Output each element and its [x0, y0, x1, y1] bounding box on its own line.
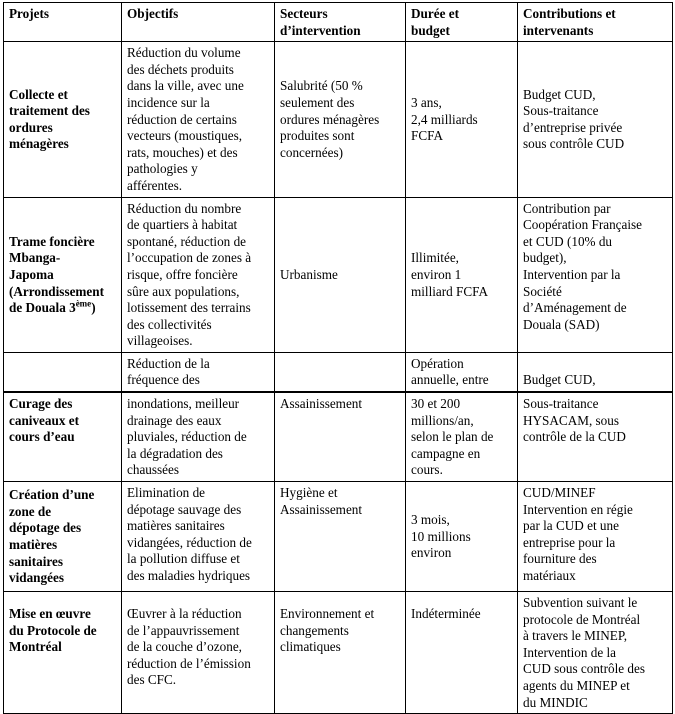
- cell-line: de quartiers à habitat: [127, 217, 238, 233]
- cell-line: caniveaux et: [9, 412, 79, 428]
- cell-line: Contribution par: [523, 200, 611, 216]
- cell-line: des maladies hydriques: [127, 568, 251, 583]
- cell-line: villageoises.: [127, 333, 193, 349]
- header-objectifs: Objectifs: [122, 3, 275, 42]
- cell-line: ordures: [9, 119, 53, 135]
- cell-line: de l’appauvrissement: [127, 622, 240, 638]
- cell-line: Montréal: [9, 639, 62, 655]
- cell-line: contrôle de la CUD: [523, 429, 626, 445]
- duree-cell: [406, 352, 518, 392]
- cell-line: Réduction de la: [127, 355, 210, 371]
- cell-line: par la CUD et une: [523, 518, 619, 534]
- header-projets: Projets: [4, 3, 122, 42]
- cell-line: dans la ville, avec une: [127, 78, 244, 94]
- cell-line: ménagères: [9, 136, 69, 152]
- cell-line: Assainissement: [280, 396, 363, 412]
- table-row: [4, 42, 673, 197]
- cell-line: Illimitée,: [411, 250, 459, 266]
- duree-cell: [406, 392, 518, 481]
- cell-line: milliard FCFA: [411, 283, 489, 299]
- cell-line: Sous-traitance: [523, 396, 599, 412]
- cell-line: Réduction du nombre: [127, 200, 242, 216]
- cell-line: Mise en œuvre: [9, 606, 91, 622]
- objectifs-cell: [122, 42, 275, 197]
- cell-line: selon le plan de: [411, 429, 494, 445]
- cell-line: d’entreprise privée: [523, 119, 623, 135]
- objectifs-cell: [122, 392, 275, 481]
- cell-line: CUD/MINEF: [523, 485, 596, 501]
- header-duree: Durée et budget: [406, 3, 518, 42]
- duree-cell: [406, 42, 518, 197]
- contributions-cell: [518, 592, 673, 714]
- cell-line: Budget CUD,: [523, 86, 596, 102]
- header-secteurs: Secteurs d’intervention: [275, 3, 406, 42]
- cell-line: millions/an,: [411, 412, 474, 428]
- cell-line: CUD sous contrôle des: [523, 661, 645, 677]
- cell-line: du MINDIC: [523, 694, 588, 710]
- cell-line: Intervention par la: [523, 266, 621, 282]
- contributions-cell: [518, 482, 673, 592]
- cell-line: l’occupation de zones à: [127, 250, 252, 266]
- cell-line: Sous-traitance: [523, 103, 599, 119]
- contributions-cell: [518, 42, 673, 197]
- projet-cell: [4, 42, 122, 197]
- cell-line: matériaux: [523, 568, 576, 583]
- cell-line: agents du MINEP et: [523, 678, 630, 693]
- cell-line: vidangées, réduction de: [127, 534, 252, 550]
- cell-line: Urbanisme: [280, 266, 338, 282]
- secteurs-cell: [275, 592, 406, 714]
- projet-superscript: ème: [75, 298, 92, 309]
- cell-line: réduction de certains: [127, 111, 237, 127]
- secteurs-cell: [275, 42, 406, 197]
- projet-cell: [4, 392, 122, 481]
- cell-line: Coopération Française: [523, 217, 643, 233]
- cell-line: fréquence des: [127, 372, 200, 388]
- cell-line: lotissement des terrains: [127, 300, 251, 316]
- cell-line: fourniture des: [523, 551, 597, 567]
- cell-line: Opération: [411, 355, 464, 371]
- cell-line: Œuvrer à la réduction: [127, 606, 242, 622]
- cell-line: climatiques: [280, 639, 341, 655]
- cell-line: Indéterminée: [411, 606, 481, 622]
- cell-line: matières sanitaires: [127, 518, 225, 534]
- cell-line: dépotage des: [9, 520, 82, 536]
- secteurs-cell: [275, 392, 406, 481]
- cell-line: vidangées: [9, 570, 64, 586]
- cell-line: de Douala 3: [9, 300, 76, 316]
- objectifs-cell: [122, 352, 275, 392]
- cell-line: budget),: [523, 250, 567, 266]
- header-contributions: Contributions et intervenants: [518, 3, 673, 42]
- cell-line: Réduction du volume: [127, 45, 241, 61]
- duree-cell: [406, 592, 518, 714]
- cell-line: d’Aménagement de: [523, 300, 627, 316]
- header-row: [4, 3, 673, 42]
- cell-line: protocole de Montréal: [523, 611, 641, 627]
- cell-line: à travers le MINEP,: [523, 628, 628, 644]
- objectifs-cell: [122, 482, 275, 592]
- cell-line: matières: [9, 537, 58, 553]
- projet-cell: [4, 352, 122, 392]
- contributions-cell: [518, 392, 673, 481]
- cell-line: Intervention en régie: [523, 501, 633, 517]
- cell-line: zone de: [9, 503, 52, 519]
- projects-table: [3, 2, 673, 714]
- cell-line: Hygiène et: [280, 485, 338, 501]
- table-row: [4, 592, 673, 714]
- cell-line: pluviales, réduction de: [127, 429, 247, 445]
- cell-line: spontané, réduction de: [127, 233, 247, 249]
- cell-line: concernées): [280, 144, 343, 160]
- cell-line: réduction de l’émission: [127, 655, 251, 671]
- cell-line: des CFC.: [127, 672, 177, 688]
- objectifs-cell: [122, 592, 275, 714]
- cell-line: sous contrôle CUD: [523, 136, 625, 152]
- cell-line: chaussées: [127, 462, 179, 478]
- cell-line: 3 ans,: [411, 94, 442, 110]
- duree-cell: [406, 482, 518, 592]
- cell-line: Trame foncière: [9, 233, 95, 249]
- cell-line: risque, offre foncière: [127, 266, 238, 282]
- cell-line: dépotage sauvage des: [127, 501, 242, 517]
- cell-line: sûre aux populations,: [127, 283, 240, 299]
- cell-line: cours d’eau: [9, 429, 75, 445]
- cell-line: Curage des: [9, 396, 73, 412]
- cell-line: HYSACAM, sous: [523, 412, 619, 428]
- cell-line: 3 mois,: [411, 512, 450, 528]
- cell-line: FCFA: [411, 128, 444, 144]
- cell-line: 30 et 200: [411, 396, 461, 412]
- cell-line: campagne en: [411, 445, 481, 461]
- cell-line: Salubrité (50 %: [280, 78, 363, 94]
- cell-line: Création d’une: [9, 487, 95, 503]
- cell-line: 10 millions: [411, 528, 471, 544]
- cell-line: des collectivités: [127, 316, 212, 332]
- cell-line: de la couche d’ozone,: [127, 639, 242, 655]
- cell-line: cours.: [411, 462, 443, 478]
- projet-lines: [9, 234, 116, 315]
- objectifs-cell: [122, 197, 275, 352]
- cell-line: rats, mouches) et des: [127, 144, 238, 160]
- projet-cell: [4, 482, 122, 592]
- cell-line: environ 1: [411, 266, 462, 282]
- cell-line: 2,4 milliards: [411, 111, 478, 127]
- cell-line: inondations, meilleur: [127, 396, 240, 412]
- projet-end: ): [91, 300, 96, 316]
- cell-line: produites sont: [280, 128, 355, 144]
- cell-line: vecteurs (moustiques,: [127, 128, 242, 144]
- secteurs-cell: [275, 197, 406, 352]
- cell-line: Intervention de la: [523, 644, 617, 660]
- cell-line: et CUD (10% du: [523, 233, 613, 249]
- cell-line: incidence sur la: [127, 94, 210, 110]
- cell-line: seulement des: [280, 94, 355, 110]
- cell-line: Japoma: [9, 266, 54, 282]
- projet-cell: [4, 197, 122, 352]
- cell-line: la pollution diffuse et: [127, 551, 240, 567]
- cell-line: entreprise pour la: [523, 534, 616, 550]
- cell-line: pathologies y: [127, 161, 198, 177]
- projet-cell: [4, 592, 122, 714]
- cell-line: la dégradation des: [127, 445, 223, 461]
- cell-line: des déchets produits: [127, 61, 234, 77]
- cell-line: traitement des: [9, 103, 90, 119]
- cell-line: changements: [280, 622, 349, 638]
- secteurs-cell: [275, 352, 406, 392]
- table-row-fragment: [4, 352, 673, 392]
- cell-line: Société: [523, 283, 562, 299]
- cell-line: afférentes.: [127, 177, 183, 193]
- contributions-cell: [518, 197, 673, 352]
- cell-line: ordures ménagères: [280, 111, 380, 127]
- cell-line: Environnement et: [280, 606, 375, 622]
- cell-line: Mbanga-: [9, 250, 61, 266]
- cell-line: environ: [411, 545, 452, 561]
- cell-line: du Protocole de: [9, 622, 97, 638]
- cell-line: Douala (SAD): [523, 316, 600, 332]
- contributions-cell: [518, 352, 673, 392]
- cell-line: Assainissement: [280, 501, 363, 517]
- secteurs-cell: [275, 482, 406, 592]
- cell-line: Budget CUD,: [523, 372, 596, 388]
- cell-line: sanitaires: [9, 553, 63, 569]
- cell-line: annuelle, entre: [411, 372, 489, 388]
- table-row: [4, 482, 673, 592]
- cell-line: Collecte et: [9, 86, 68, 102]
- cell-line: Subvention suivant le: [523, 595, 638, 611]
- cell-line: drainage des eaux: [127, 412, 222, 428]
- duree-cell: [406, 197, 518, 352]
- cell-line: (Arrondissement: [9, 283, 104, 299]
- table-row: [4, 197, 673, 352]
- cell-line: Elimination de: [127, 485, 206, 501]
- table-row: [4, 392, 673, 481]
